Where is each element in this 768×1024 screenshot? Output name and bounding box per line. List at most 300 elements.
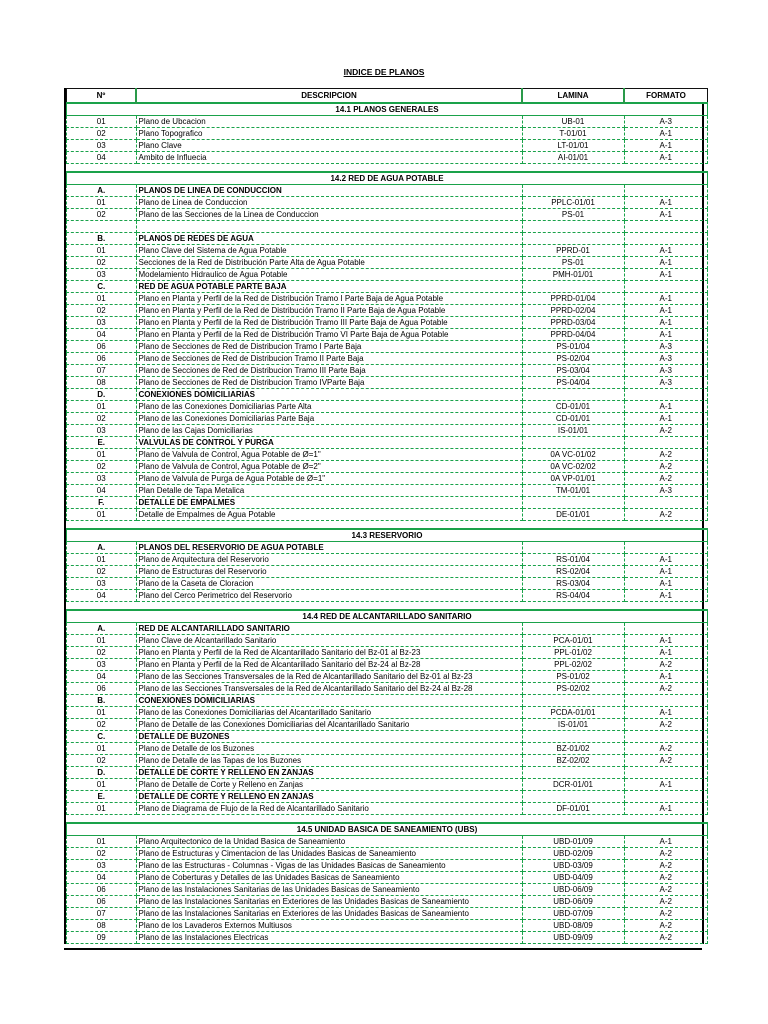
row-lamina [522,623,624,635]
row-description: Plano de Arquitectura del Reservorio [136,554,522,566]
row-description: Plano de Detalle de las Tapas de los Buzones [136,755,522,767]
row-description: Plano de Secciones de Red de Distribucion Tramo I Parte Baja [136,341,522,353]
row-formato [624,185,708,197]
spacer-row [67,164,708,173]
subsection-letter: B. [67,233,137,245]
subsection-letter: E. [67,437,137,449]
row-number: 07 [67,908,137,920]
row-lamina: BZ-02/02 [522,755,624,767]
row-number: 02 [67,413,137,425]
row-description: Plano de Linea de Conduccion [136,197,522,209]
row-lamina: PS-01/04 [522,341,624,353]
header-formato: FORMATO [624,89,708,104]
row-lamina: PPRD-02/04 [522,305,624,317]
row-lamina: PPL-01/02 [522,647,624,659]
row-number: 02 [67,848,137,860]
subsection-letter: C. [67,731,137,743]
row-number: 06 [67,683,137,695]
row-number: 03 [67,578,137,590]
row-formato: A-1 [624,578,708,590]
subsection-title: PLANOS DE REDES DE AGUA [136,233,522,245]
subsection-title: CONEXIONES DOMICILIARIAS [136,695,522,707]
row-description: Plano Arquitectonico de la Unidad Basica de Saneamiento [136,836,522,848]
row-lamina: UBD-03/09 [522,860,624,872]
section-heading-row [67,103,708,116]
subsection-title: DETALLE DE CORTE Y RELLENO EN ZANJAS [136,767,522,779]
row-formato: A-1 [624,647,708,659]
subsection-title: CONEXIONES DOMICILIARIAS [136,389,522,401]
row-lamina: UBD-04/09 [522,872,624,884]
section-title: 14.1 PLANOS GENERALES [67,103,708,116]
table-row [67,896,708,908]
row-description: Plano de las Secciones Transversales de la Red de Alcantarillado Sanitario del Bz-24 al Bz-28 [136,683,522,695]
table-row [67,647,708,659]
row-lamina: UBD-02/09 [522,848,624,860]
row-number: 08 [67,920,137,932]
table-row [67,209,708,221]
row-lamina [522,542,624,554]
row-formato [624,791,708,803]
row-description: Plano de Valvula de Control, Agua Potable de Ø=1" [136,449,522,461]
row-lamina: PS-01 [522,209,624,221]
row-number: 01 [67,449,137,461]
table-row [67,707,708,719]
row-lamina [522,767,624,779]
spacer-cell [67,815,708,824]
row-number: 06 [67,884,137,896]
row-formato: A-1 [624,197,708,209]
row-lamina: 0A VC-01/02 [522,449,624,461]
table-row [67,317,708,329]
row-formato: A-3 [624,353,708,365]
row-number: 01 [67,779,137,791]
row-formato: A-1 [624,293,708,305]
row-number: 01 [67,707,137,719]
subsection-row [67,281,708,293]
table-row [67,872,708,884]
row-lamina: IS-01/01 [522,719,624,731]
row-lamina [522,791,624,803]
row-formato: A-1 [624,257,708,269]
subsection-row [67,437,708,449]
table-row [67,293,708,305]
header-description: DESCRIPCION [136,89,522,104]
row-formato: A-2 [624,755,708,767]
row-formato: A-3 [624,116,708,128]
row-description: Plano en Planta y Perfil de la Red de Distribución Tramo I Parte Baja de Agua Potable [136,293,522,305]
section-title: 14.3 RESERVORIO [67,529,708,542]
row-lamina: IS-01/01 [522,425,624,437]
row-description: Plano de Detalle de las Conexiones Domiciliarias del Alcantarillado Sanitario [136,719,522,731]
row-formato: A-2 [624,461,708,473]
row-number: 02 [67,128,137,140]
row-formato: A-1 [624,329,708,341]
table-row [67,473,708,485]
row-lamina [522,731,624,743]
row-description: Plano de las Instalaciones Sanitarias en Exteriores de las Unidades Basicas de Saneamiento [136,908,522,920]
row-lamina: UBD-01/09 [522,836,624,848]
row-number: 03 [67,860,137,872]
subsection-row [67,731,708,743]
row-description: Plano de las Estructuras - Columnas - Vigas de las Unidades Basicas de Saneamiento [136,860,522,872]
row-lamina: PMH-01/01 [522,269,624,281]
row-number: 01 [67,293,137,305]
subsection-row [67,185,708,197]
row-lamina: RS-04/04 [522,590,624,602]
subsection-letter: A. [67,542,137,554]
row-number: 01 [67,635,137,647]
row-number: 04 [67,671,137,683]
row-formato: A-2 [624,884,708,896]
row-number: 06 [67,341,137,353]
row-formato: A-2 [624,872,708,884]
section-heading-row [67,529,708,542]
row-number: 06 [67,896,137,908]
row-number: 04 [67,329,137,341]
row-lamina: PPRD-04/04 [522,329,624,341]
subsection-title: DETALLE DE CORTE Y RELLENO EN ZANJAS [136,791,522,803]
table-row [67,269,708,281]
row-number: 01 [67,509,137,521]
row-lamina: PCDA-01/01 [522,707,624,719]
row-number: 04 [67,590,137,602]
row-description: Plano de la Caseta de Cloracion [136,578,522,590]
row-number: 06 [67,353,137,365]
section-title: 14.4 RED DE ALCANTARILLADO SANITARIO [67,610,708,623]
row-lamina: CD-01/01 [522,413,624,425]
spacer-row [67,602,708,611]
table-row [67,659,708,671]
table-row [67,128,708,140]
row-number: 02 [67,257,137,269]
table-row [67,461,708,473]
row-description: Plano de Secciones de Red de Distribucion Tramo III Parte Baja [136,365,522,377]
row-formato: A-2 [624,449,708,461]
row-number: 03 [67,473,137,485]
row-description: Plano de Valvula de Control, Agua Potable de Ø=2" [136,461,522,473]
row-formato: A-3 [624,485,708,497]
row-number: 09 [67,932,137,944]
table-row [67,413,708,425]
row-formato: A-1 [624,779,708,791]
row-description: Plano de Detalle de Corte y Relleno en Zanjas [136,779,522,791]
row-number: 02 [67,566,137,578]
row-formato [624,233,708,245]
row-formato: A-3 [624,341,708,353]
spacer-cell [67,602,708,611]
table-row [67,449,708,461]
row-lamina: PS-01/02 [522,671,624,683]
table-row [67,848,708,860]
row-number: 01 [67,743,137,755]
row-number: 02 [67,719,137,731]
row-formato: A-1 [624,803,708,815]
row-lamina: PS-02/04 [522,353,624,365]
row-description: Plano en Planta y Perfil de la Red de Distribución Tramo VI Parte Baja de Agua Potable [136,329,522,341]
table-row [67,860,708,872]
row-description: Plano de Estructuras del Reservorio [136,566,522,578]
spacer-row [67,521,708,530]
row-number: 03 [67,659,137,671]
row-formato: A-3 [624,365,708,377]
row-number: 02 [67,461,137,473]
row-description: Plano Clave de Alcantarillado Sanitario [136,635,522,647]
row-lamina [522,497,624,509]
table-row [67,116,708,128]
row-lamina: RS-03/04 [522,578,624,590]
row-number: 03 [67,317,137,329]
row-formato: A-1 [624,401,708,413]
row-formato: A-2 [624,509,708,521]
table-row [67,836,708,848]
row-lamina: DF-01/01 [522,803,624,815]
table-row [67,152,708,164]
row-formato: A-2 [624,848,708,860]
subsection-row [67,767,708,779]
table-row [67,578,708,590]
row-number: 03 [67,425,137,437]
row-lamina: UBD-06/09 [522,884,624,896]
row-description: Plano de Ubcacion [136,116,522,128]
row-number: 07 [67,365,137,377]
row-lamina: T-01/01 [522,128,624,140]
row-description: Plano Clave del Sistema de Agua Potable [136,245,522,257]
row-formato: A-1 [624,635,708,647]
row-description: Plano de Secciones de Red de Distribucion Tramo II Parte Baja [136,353,522,365]
table-row [67,779,708,791]
table-header-row [67,89,708,104]
row-description: Plano de las Cajas Domiciliarias [136,425,522,437]
table-row [67,140,708,152]
row-lamina: UBD-09/09 [522,932,624,944]
row-description: Plan Detalle de Tapa Metalica [136,485,522,497]
table-row [67,884,708,896]
table-row [67,305,708,317]
row-lamina: BZ-01/02 [522,743,624,755]
row-description: Plano de las Instalaciones Sanitarias en Exteriores de las Unidades Basicas de Saneamiento [136,896,522,908]
header-lamina: LAMINA [522,89,624,104]
row-number: 03 [67,140,137,152]
row-description: Plano de Detalle de los Buzones [136,743,522,755]
row-number: 02 [67,647,137,659]
row-number: 01 [67,836,137,848]
table-row [67,743,708,755]
row-description: Plano de los Lavaderos Externos Multiusos [136,920,522,932]
row-lamina: RS-01/04 [522,554,624,566]
row-formato: A-2 [624,425,708,437]
subsection-letter: D. [67,767,137,779]
row-description: Ambito de Influecia [136,152,522,164]
row-description: Plano de Diagrama de Flujo de la Red de Alcantarillado Sanitario [136,803,522,815]
row-formato [624,221,708,233]
row-lamina [522,389,624,401]
section-heading-row [67,610,708,623]
row-lamina: PPRD-01/04 [522,293,624,305]
row-description: Plano de Coberturas y Detalles de las Unidades Basicas de Saneamiento [136,872,522,884]
table-body [67,103,708,944]
row-formato: A-2 [624,683,708,695]
row-formato [624,767,708,779]
table-row [67,719,708,731]
row-formato: A-1 [624,128,708,140]
table-row [67,401,708,413]
row-description: Plano en Planta y Perfil de la Red de Alcantarillado Sanitario del Bz-01 al Bz-23 [136,647,522,659]
row-formato: A-1 [624,707,708,719]
subsection-letter: C. [67,281,137,293]
table-row [67,485,708,497]
table-row [67,554,708,566]
subsection-title: PLANOS DEL RESERVORIO DE AGUA POTABLE [136,542,522,554]
row-lamina [522,281,624,293]
subsection-row [67,389,708,401]
row-number: 08 [67,377,137,389]
table-row [67,590,708,602]
section-title: 14.5 UNIDAD BASICA DE SANEAMIENTO (UBS) [67,823,708,836]
table-row [67,377,708,389]
table-row [67,566,708,578]
subsection-row [67,695,708,707]
row-formato: A-1 [624,554,708,566]
row-lamina: UBD-06/09 [522,896,624,908]
subsection-title: DETALLE DE BUZONES [136,731,522,743]
table-row [67,920,708,932]
row-description: Plano de las Conexiones Domiciliarias del Alcantarillado Sanitario [136,707,522,719]
row-lamina: 0A VP-01/01 [522,473,624,485]
subsection-row [67,542,708,554]
row-description: Plano de Secciones de Red de Distribucion Tramo IVParte Baja [136,377,522,389]
spacer-row [67,815,708,824]
row-number: 01 [67,197,137,209]
row-lamina: RS-02/04 [522,566,624,578]
row-description: Plano de las Instalaciones Sanitarias de las Unidades Basicas de Saneamiento [136,884,522,896]
plan-index-table-container [64,88,704,944]
row-formato: A-2 [624,743,708,755]
row-formato: A-2 [624,896,708,908]
row-number: 04 [67,485,137,497]
row-lamina [522,437,624,449]
row-formato: A-2 [624,860,708,872]
subsection-row [67,623,708,635]
row-lamina: UBD-08/09 [522,920,624,932]
subsection-letter: F. [67,497,137,509]
blank-row [67,221,708,233]
row-description: Plano de Valvula de Purga de Agua Potable de Ø=1" [136,473,522,485]
row-formato: A-1 [624,317,708,329]
row-lamina [522,233,624,245]
section-heading-row [67,823,708,836]
row-formato: A-1 [624,152,708,164]
header-num: Nº [67,89,137,104]
row-lamina: PPRD-03/04 [522,317,624,329]
row-lamina: PCA-01/01 [522,635,624,647]
row-description: Plano de Estructuras y Cimentacion de las Unidades Basicas de Saneamiento [136,848,522,860]
row-lamina: PS-02/02 [522,683,624,695]
row-number: 01 [67,116,137,128]
row-lamina: PPL-02/02 [522,659,624,671]
row-lamina: LT-01/01 [522,140,624,152]
subsection-letter: E. [67,791,137,803]
subsection-row [67,497,708,509]
row-lamina: PPRD-01 [522,245,624,257]
row-lamina: 0A VC-02/02 [522,461,624,473]
row-description: Plano Topografico [136,128,522,140]
spacer-cell [67,164,708,173]
row-lamina: PS-01 [522,257,624,269]
row-number: 02 [67,755,137,767]
row-description: Plano en Planta y Perfil de la Red de Alcantarillado Sanitario del Bz-24 al Bz-28 [136,659,522,671]
table-bottom-border [64,948,702,950]
subsection-letter: D. [67,389,137,401]
table-row [67,803,708,815]
row-description: Plano de las Conexiones Domiciliarias Parte Alta [136,401,522,413]
row-lamina: UB-01 [522,116,624,128]
table-row [67,353,708,365]
table-row [67,635,708,647]
row-description: Plano del Cerco Perimetrico del Reservorio [136,590,522,602]
table-row [67,329,708,341]
table-row [67,425,708,437]
row-lamina: AI-01/01 [522,152,624,164]
subsection-title: PLANOS DE LINEA DE CONDUCCION [136,185,522,197]
row-lamina: CD-01/01 [522,401,624,413]
subsection-letter: B. [67,695,137,707]
subsection-letter: A. [67,623,137,635]
row-formato: A-2 [624,473,708,485]
table-row [67,245,708,257]
row-description: Plano de las Secciones Transversales de la Red de Alcantarillado Sanitario del Bz-01 al Bz-23 [136,671,522,683]
row-description [136,221,522,233]
row-formato [624,281,708,293]
row-number: 03 [67,269,137,281]
plan-index-table [66,88,708,944]
row-description: Detalle de Empalmes de Agua Potable [136,509,522,521]
subsection-row [67,791,708,803]
row-description: Plano Clave [136,140,522,152]
row-formato: A-1 [624,209,708,221]
row-number: 04 [67,872,137,884]
row-lamina: UBD-07/09 [522,908,624,920]
row-formato: A-2 [624,659,708,671]
row-formato: A-1 [624,671,708,683]
row-formato: A-1 [624,269,708,281]
row-number: 01 [67,803,137,815]
row-description: Plano en Planta y Perfil de la Red de Distribución Tramo II Parte Baja de Agua Potable [136,305,522,317]
row-number: 02 [67,209,137,221]
row-formato [624,695,708,707]
row-formato [624,437,708,449]
table-row [67,755,708,767]
row-lamina [522,221,624,233]
row-number: 04 [67,152,137,164]
row-lamina: PS-04/04 [522,377,624,389]
row-formato [624,623,708,635]
row-formato: A-1 [624,590,708,602]
row-lamina: DE-01/01 [522,509,624,521]
row-formato: A-2 [624,719,708,731]
row-formato [624,497,708,509]
row-formato: A-2 [624,908,708,920]
row-formato [624,731,708,743]
row-formato: A-1 [624,245,708,257]
table-row [67,671,708,683]
row-description: Secciones de la Red de Distribución Parte Alta de Agua Potable [136,257,522,269]
page-title: INDICE DE PLANOS [343,67,425,77]
row-number: 01 [67,401,137,413]
row-formato: A-1 [624,140,708,152]
row-number: 01 [67,554,137,566]
row-description: Plano de las Conexiones Domiciliarias Parte Baja [136,413,522,425]
row-formato [624,389,708,401]
